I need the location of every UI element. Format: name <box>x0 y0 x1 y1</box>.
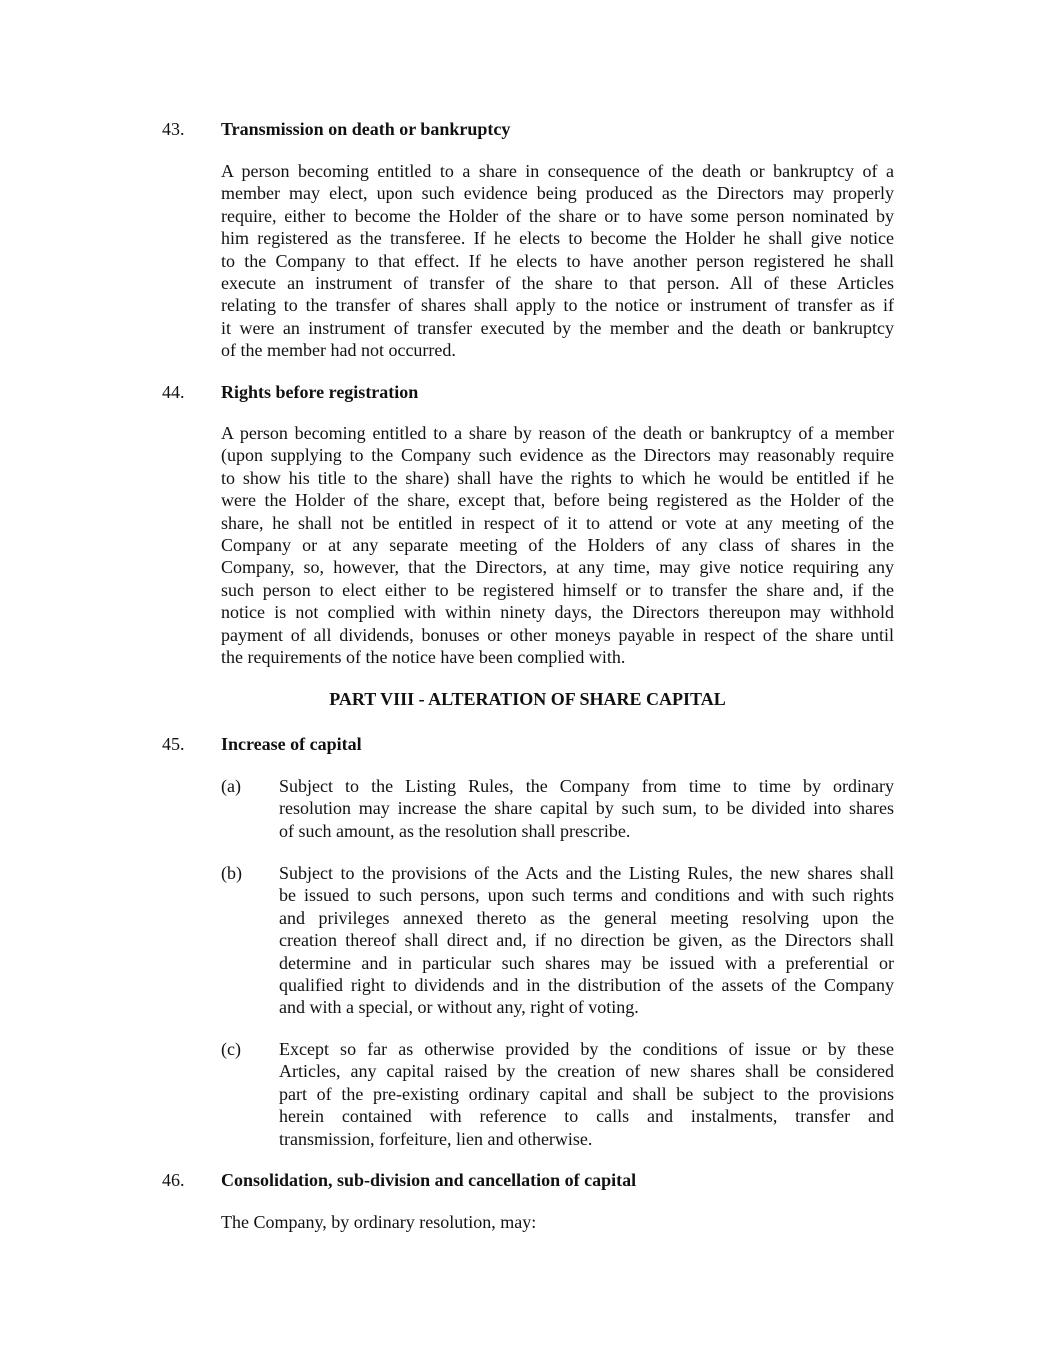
text-line: Company or at any separate meeting of the Holders of any class of shares in the <box>221 534 894 555</box>
text-line: it were an instrument of transfer executed by the member and the death or bankruptcy <box>221 317 894 338</box>
section-heading: Rights before registration <box>221 382 419 402</box>
section-heading: Consolidation, sub-division and cancellation of capital <box>221 1170 637 1190</box>
text-line: determine and in particular such shares may be issued with a preferential or <box>279 952 894 973</box>
text-line: transmission, forfeiture, lien and otherwise. <box>279 1128 593 1149</box>
section-number: 46. <box>162 1170 185 1190</box>
section-body <box>221 1211 894 1233</box>
text-line: Company, so, however, that the Directors, at any time, may give notice requiring any <box>221 557 894 578</box>
text-line: Subject to the Listing Rules, the Company from time to time by ordinary <box>279 776 894 796</box>
text-line: A person becoming entitled to a share in consequence of the death or bankruptcy of a <box>221 161 894 181</box>
text-line: Articles, any capital raised by the creation of new shares shall be considered <box>279 1061 894 1082</box>
item-body <box>279 862 894 1019</box>
section-number: 44. <box>162 382 185 402</box>
text-line: resolution may increase the share capital by such sum, to be divided into shares <box>279 798 894 819</box>
section-body <box>221 422 894 668</box>
text-line: such person to elect either to be registered himself or to transfer the share and, if the <box>221 579 894 600</box>
item-label: (c) <box>221 1039 241 1059</box>
text-line: Except so far as otherwise provided by the conditions of issue or by these <box>279 1039 894 1059</box>
text-line: require, either to become the Holder of the share or to have some person nominated by <box>221 205 894 226</box>
text-line: execute an instrument of transfer of the share to that person. All of these Articles <box>221 272 894 293</box>
text-line: share, he shall not be entitled in respect of it to attend or vote at any meeting of the <box>221 512 894 533</box>
text-line: member may elect, upon such evidence being produced as the Directors may properly <box>221 183 894 204</box>
text-line: to show his title to the share) shall have the rights to which he would be entitled if he <box>221 467 894 488</box>
text-line: qualified right to dividends and in the distribution of the assets of the Company <box>279 974 894 995</box>
text-line: herein contained with reference to calls and instalments, transfer and <box>279 1106 894 1127</box>
text-line: payment of all dividends, bonuses or other moneys payable in respect of the share until <box>221 624 894 645</box>
text-line: him registered as the transferee. If he elects to become the Holder he shall give notice <box>221 228 894 249</box>
item-label: (a) <box>221 776 241 796</box>
section-number: 43. <box>162 119 185 139</box>
section-number: 45. <box>162 734 185 754</box>
text-line: (upon supplying to the Company such evidence as the Directors may reasonably require <box>221 445 894 466</box>
item-label: (b) <box>221 863 242 883</box>
section-heading: Transmission on death or bankruptcy <box>221 119 511 139</box>
text-line: part of the pre-existing ordinary capital and shall be subject to the provisions <box>279 1083 894 1104</box>
text-line: be issued to such persons, upon such terms and conditions and with such rights <box>279 885 894 906</box>
text-line: and with a special, or without any, right of voting. <box>279 997 639 1018</box>
text-line: and privileges annexed thereto as the general meeting resolving upon the <box>279 907 894 928</box>
text-line: notice is not complied with within ninety days, the Directors thereupon may withhold <box>221 602 894 623</box>
text-line: of the member had not occurred. <box>221 340 456 361</box>
text-line: Subject to the provisions of the Acts and the Listing Rules, the new shares shall <box>279 863 894 883</box>
item-body <box>279 1038 894 1150</box>
text-line: creation thereof shall direct and, if no direction be given, as the Directors shall <box>279 930 894 951</box>
text-line: A person becoming entitled to a share by reason of the death or bankruptcy of a member <box>221 423 894 443</box>
section-heading: Increase of capital <box>221 734 362 754</box>
text-line: were the Holder of the share, except that, before being registered as the Holder of the <box>221 490 894 511</box>
part-heading: PART VIII - ALTERATION OF SHARE CAPITAL <box>329 689 726 709</box>
text-line: relating to the transfer of shares shall apply to the notice or instrument of transfer as if <box>221 295 894 316</box>
text-line: The Company, by ordinary resolution, may: <box>221 1212 537 1232</box>
item-body <box>279 775 894 842</box>
text-line: the requirements of the notice have been complied with. <box>221 646 626 667</box>
text-line: to the Company to that effect. If he elects to have another person registered he shall <box>221 250 894 271</box>
section-body <box>221 160 894 362</box>
text-line: of such amount, as the resolution shall prescribe. <box>279 820 631 841</box>
